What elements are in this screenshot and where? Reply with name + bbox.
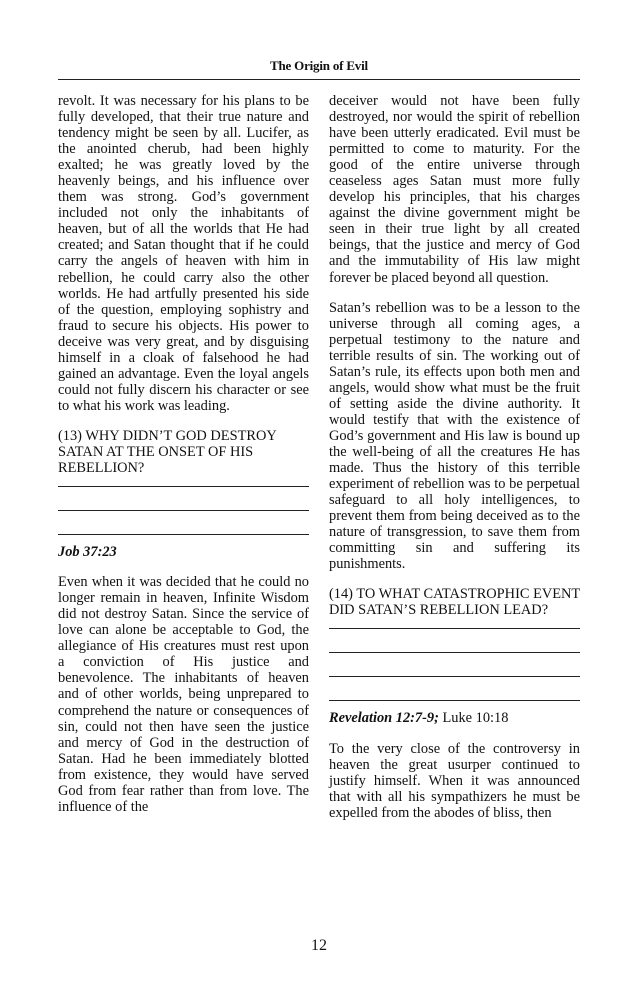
left-column [58,93,309,829]
header-rule [58,79,580,80]
answer-line [58,534,309,535]
scripture-reference [58,544,309,560]
running-header: The Origin of Evil [270,58,368,73]
scripture-reference-bold: Job 37:23 [58,544,117,561]
right-column [329,93,580,835]
answer-line [329,628,580,629]
left-paragraph-1: revolt. It was necessary for his plans to be fully developed, that their true nature and tendency might be seen by all. Lucifer, as the anointed cherub, had been highly exalted; he was greatly loved by the heavenly beings, and his influence over them was strong. God’s government included not only the inhabitants of heaven, but of all the worlds that He had created; and Satan thought that if he could carry the angels of heaven with him in rebellion, he could carry also the other worlds. He had artfully presented his side of the question, employing sophistry and fraud to secure his objects. His power to deceive was very great, and by disguising himself in a cloak of falsehood he had gained an advantage. Even the loyal angels could not fully discern his character or see to what his work was leading. [58,93,309,414]
scripture-reference-bold: Revelation 12:7-9; [329,710,439,727]
answer-line [329,700,580,701]
scripture-reference-rest: Luke 10:18 [438,710,509,727]
answer-line [58,510,309,511]
right-paragraph-2: Satan’s rebellion was to be a lesson to the universe through all coming ages, a perpetual testimony to the nature and terrible results of sin. The working out of Satan’s rule, its effects upon both men and angels, would show what must be the fruit of setting aside the divine authority. It would testify that with the existence of God’s government and His law is bound up the well-being of all the creatures He has made. Thus the history of this terrible experiment of rebellion was to be perpetual safeguard to all holy intelligences, to prevent them from being deceived as to the nature of transgression, to save them from committing sin and suffering its punishments. [329,299,580,573]
answer-line [329,676,580,677]
right-paragraph-1: deceiver would not have been fully destroyed, nor would the spirit of rebellion have been utterly eradicated. Evil must be permitted to come to maturity. For the good of the entire universe through ceaseless ages Satan must more fully develop his principles, that his charges against the divine government might be seen in their true light by all created beings, that the justice and mercy of God and the immutability of His law might forever be placed beyond all question. [329,93,580,286]
question-14: (14) TO WHAT CATASTROPHIC EVENT DID SATAN’S REBELLION LEAD? [329,586,580,619]
answer-line [329,652,580,653]
answer-line [58,486,309,487]
page-number: 12 [311,937,327,954]
right-paragraph-3: To the very close of the controversy in heaven the great usurper continued to justify himself. When it was announced that with all his sympathizers he must be expelled from the abodes of bliss, then [329,740,580,821]
question-13: (13) WHY DIDN’T GOD DESTROY SATAN AT THE ONSET OF HIS REBELLION? [58,427,277,477]
scripture-reference [329,710,580,726]
left-paragraph-2: Even when it was decided that he could no longer remain in heaven, Infinite Wisdom did not destroy Satan. Since the service of love can alone be acceptable to God, the allegiance of His creatures must rest upon a conviction of His justice and benevolence. The inhabitants of heaven and of other worlds, being unprepared to comprehend the nature or consequences of sin, could not then have seen the justice and mercy of God in the destruction of Satan. Had he been immediately blotted from existence, they would have served God from fear rather than from love. The influence of the [58,574,309,815]
